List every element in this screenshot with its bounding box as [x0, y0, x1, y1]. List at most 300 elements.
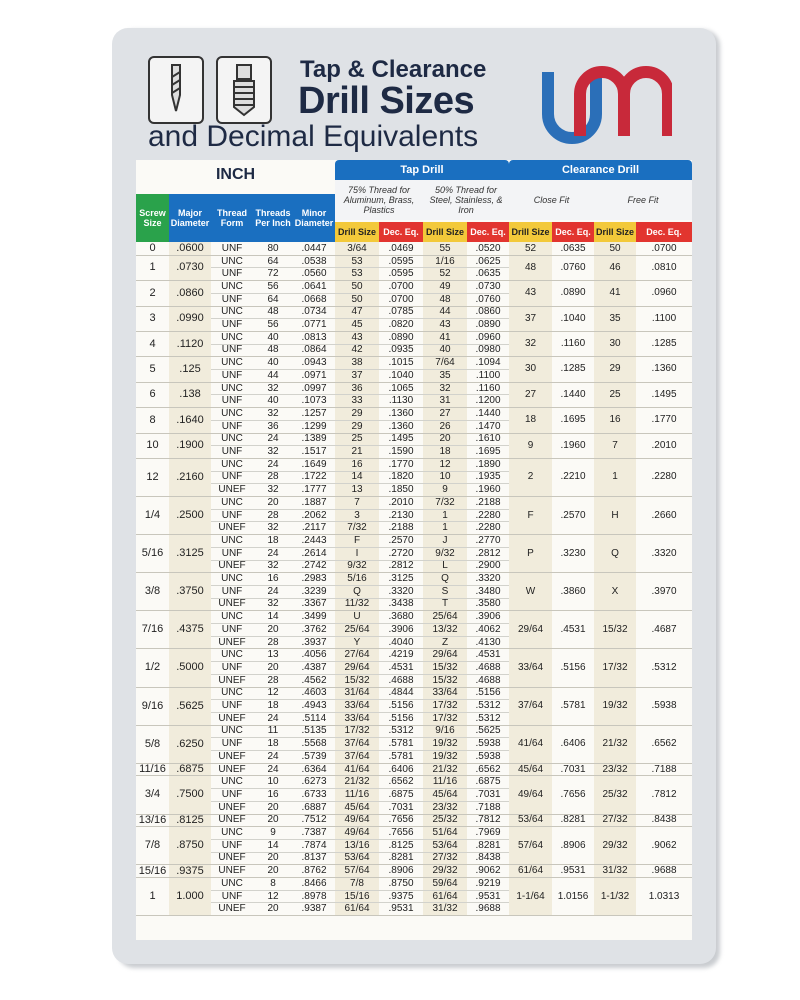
tap75-drill-cell: 11/32 — [344, 598, 370, 610]
tpi-cell: 24 — [267, 433, 279, 445]
tap50-dec-cell: .4062 — [475, 623, 501, 635]
tap75-dec-cell: .5156 — [388, 712, 414, 724]
major-diameter-cell: .0730 — [176, 261, 204, 274]
tap75-dec-cell: .4219 — [388, 649, 414, 661]
tap75-dec-cell: .0469 — [388, 242, 414, 254]
tpi-cell: 32 — [267, 446, 279, 458]
tpi-cell: 24 — [267, 458, 279, 470]
screw-size-cell: 3/8 — [144, 585, 161, 598]
tap75-drill-cell: 25/64 — [344, 623, 370, 635]
minor-diameter-cell: .3367 — [301, 598, 327, 610]
row-divider — [211, 585, 509, 586]
tap50-dec-cell: .1695 — [475, 446, 501, 458]
tap50-dec-cell: .1200 — [475, 395, 501, 407]
tpi-cell: 56 — [267, 319, 279, 331]
minor-diameter-cell: .6364 — [301, 763, 327, 775]
free-fit-drill-cell: 17/32 — [602, 661, 628, 673]
tap75-dec-cell: .3125 — [388, 573, 414, 585]
tpi-cell: 9 — [270, 827, 276, 839]
thread-form-cell: UNF — [221, 344, 243, 356]
thread-form-cell: UNF — [221, 700, 243, 712]
minor-diameter-cell: .3239 — [301, 585, 327, 597]
tap50-dec-cell: .4531 — [475, 649, 501, 661]
tap75-dec-cell: .9531 — [388, 903, 414, 915]
free-fit-drill-cell: 25/32 — [602, 788, 628, 800]
row-divider — [211, 699, 509, 700]
tap50-dec-cell: .0625 — [475, 255, 501, 267]
free-fit-dec-cell: .1100 — [651, 312, 677, 324]
free-fit-drill-cell: 1-1/32 — [600, 890, 630, 902]
free-fit-drill-cell: 50 — [609, 242, 621, 254]
tap50-dec-cell: .2900 — [475, 560, 501, 572]
minor-diameter-cell: .5114 — [301, 712, 327, 724]
thread-form-cell: UNC — [221, 306, 243, 318]
close-fit-drill-cell: 52 — [524, 242, 537, 254]
thread-form-cell: UNC — [221, 255, 243, 267]
screw-size-cell: 7/16 — [141, 623, 164, 636]
minor-diameter-cell: .0997 — [301, 382, 327, 394]
tap75-drill-cell: 47 — [351, 306, 363, 318]
row-divider — [211, 547, 509, 548]
tpi-cell: 20 — [267, 496, 279, 508]
tap50-drill-cell: 25/32 — [432, 814, 458, 826]
tpi-cell: 40 — [267, 395, 279, 407]
tpi-cell: 20 — [267, 852, 279, 864]
close-fit-drill-cell: 48 — [524, 261, 537, 273]
free-fit-drill-cell: 7 — [612, 439, 618, 451]
tap50-dec-cell: .0890 — [475, 319, 501, 331]
free-fit-dec-cell: .0810 — [651, 261, 677, 273]
thread-form-cell: UNEF — [218, 763, 246, 775]
tap50-drill-cell: 25/64 — [432, 611, 458, 623]
screw-size-cell: 1/2 — [144, 661, 161, 674]
close-fit-dec-cell: .3860 — [560, 585, 586, 597]
tap75-drill-cell: 3/64 — [347, 242, 367, 254]
thread-form-cell: UNEF — [218, 484, 246, 496]
tap50-dec-cell: .3906 — [475, 611, 501, 623]
tap50-drill-cell: 20 — [439, 433, 451, 445]
tap50-drill-cell: 44 — [439, 306, 451, 318]
tap75-drill-cell: 7 — [354, 496, 360, 508]
tap50-drill-cell: 40 — [439, 344, 451, 356]
minor-diameter-cell: .1722 — [301, 471, 327, 483]
drill-size-header: Drill Size — [335, 222, 379, 242]
minor-diameter-cell: .1073 — [301, 395, 327, 407]
thread-form-cell: UNC — [221, 331, 243, 343]
minor-diameter-cell: .5568 — [301, 738, 327, 750]
screw-size-cell: 12 — [146, 470, 159, 483]
minor-diameter-cell: .4562 — [301, 674, 327, 686]
um-logo — [542, 64, 672, 144]
minor-diameter-cell: .1517 — [301, 446, 327, 458]
tap50-dec-cell: .4130 — [475, 636, 501, 648]
tpi-cell: 64 — [267, 255, 279, 267]
free-fit-drill-cell: 25 — [609, 388, 621, 400]
major-diameter-cell: .3125 — [176, 547, 204, 560]
tap75-drill-cell: 53/64 — [344, 852, 370, 864]
tap75-drill-cell: 21 — [351, 446, 363, 458]
row-divider — [211, 788, 509, 789]
tap75-drill-cell: 45 — [351, 319, 363, 331]
tap75-drill-cell: Q — [353, 585, 361, 597]
free-fit-drill-cell: Q — [611, 547, 619, 559]
tpi-cell: 18 — [267, 700, 279, 712]
tap75-drill-cell: 49/64 — [344, 814, 370, 826]
close-fit-dec-cell: .7656 — [560, 788, 586, 800]
tap50-drill-cell: 23/32 — [432, 801, 458, 813]
thread-form-cell: UNF — [221, 395, 243, 407]
tap75-dec-cell: .0700 — [388, 293, 414, 305]
tap75-dec-cell: .1130 — [388, 395, 414, 407]
tap-drill-header: Tap Drill — [335, 160, 509, 180]
tap75-dec-cell: .4844 — [388, 687, 414, 699]
title-line-1: Tap & Clearance — [300, 56, 487, 83]
tap50-dec-cell: .8281 — [475, 839, 501, 851]
row-divider — [211, 661, 509, 662]
thread-form-cell: UNEF — [218, 814, 246, 826]
free-fit-dec-cell: .3320 — [651, 547, 677, 559]
free-fit-drill-cell: 16 — [609, 414, 621, 426]
tpi-cell: 32 — [267, 598, 279, 610]
dec-eq-header: Dec. Eq. — [379, 222, 423, 242]
minor-diameter-cell: .2062 — [301, 509, 327, 521]
tap75-dec-cell: .8906 — [388, 865, 414, 877]
thread-form-cell: UNC — [221, 458, 243, 470]
thread-form-cell: UNEF — [218, 560, 246, 572]
thread-form-cell: UNC — [221, 407, 243, 419]
row-divider — [211, 521, 509, 522]
tpi-cell: 40 — [267, 331, 279, 343]
tap75-dec-cell: .4040 — [388, 636, 414, 648]
tap75-drill-cell: 25 — [351, 433, 363, 445]
tpi-cell: 32 — [267, 407, 279, 419]
thread-form-cell: UNEF — [218, 522, 246, 534]
minor-diameter-cell: .4603 — [301, 687, 327, 699]
close-fit-dec-cell: .1285 — [560, 363, 586, 375]
tap50-dec-cell: .1960 — [475, 484, 501, 496]
close-fit-dec-cell: .8906 — [560, 839, 586, 851]
tap75-dec-cell: .0820 — [388, 319, 414, 331]
thread-form-cell: UNC — [221, 357, 243, 369]
free-fit-dec-cell: .1495 — [651, 388, 677, 400]
tpi-cell: 32 — [267, 382, 279, 394]
tap50-dec-cell: .1610 — [475, 433, 501, 445]
minor-diameter-cell: .3937 — [301, 636, 327, 648]
screw-size-cell: 3/4 — [144, 788, 161, 801]
minor-diameter-cell: .1299 — [301, 420, 327, 432]
screw-size-cell: 4 — [149, 337, 156, 350]
tap50-dec-cell: .2280 — [475, 509, 501, 521]
close-fit-dec-cell: .2210 — [560, 471, 586, 483]
free-fit-drill-cell: 29/32 — [602, 839, 628, 851]
close-fit-dec-cell: .2570 — [560, 509, 586, 521]
free-fit-dec-cell: .6562 — [651, 738, 677, 750]
minor-diameter-cell: .8137 — [301, 852, 327, 864]
tap75-dec-cell: .0595 — [388, 268, 414, 280]
tap50-drill-cell: 45/64 — [432, 788, 458, 800]
minor-diameter-cell: .2443 — [301, 534, 327, 546]
minor-diameter-cell: .7874 — [301, 839, 327, 851]
tap75-drill-cell: 42 — [351, 344, 363, 356]
tap75-dec-cell: .6406 — [388, 763, 414, 775]
row-divider — [211, 293, 509, 294]
row-divider — [211, 267, 509, 268]
row-divider — [211, 674, 509, 675]
major-diameter-cell: .9375 — [176, 864, 204, 877]
row-divider — [211, 750, 509, 751]
tap50-drill-cell: 53/64 — [432, 839, 458, 851]
minor-diameter-cell: .0864 — [301, 344, 327, 356]
minor-diameter-cell: .2742 — [301, 560, 327, 572]
screw-size-cell: 3 — [149, 312, 156, 325]
minor-diameter-cell: .9387 — [301, 903, 327, 915]
thread-form-cell: UNF — [221, 890, 243, 902]
tap75-dec-cell: .1015 — [388, 357, 414, 369]
tap-icon — [216, 56, 272, 124]
tap50-drill-cell: 29/32 — [432, 865, 458, 877]
close-fit-dec-cell: .1040 — [560, 312, 586, 324]
drill-size-table — [136, 160, 692, 940]
tpi-cell: 20 — [267, 661, 279, 673]
tap50-drill-cell: 61/64 — [432, 890, 458, 902]
thread-form-cell: UNC — [221, 776, 243, 788]
tap50-dec-cell: .3480 — [475, 585, 501, 597]
close-fit-drill-cell: F — [527, 509, 534, 521]
major-diameter-cell: .2160 — [176, 470, 204, 483]
free-fit-dec-cell: .0960 — [651, 287, 677, 299]
tap75-drill-cell: 37 — [351, 369, 363, 381]
close-fit-dec-cell: .9531 — [560, 865, 586, 877]
tpi-cell: 16 — [267, 788, 279, 800]
free-fit-dec-cell: .2660 — [651, 509, 677, 521]
tap75-dec-cell: .2130 — [388, 509, 414, 521]
free-fit-dec-cell: .0700 — [651, 242, 677, 254]
tpi-cell: 24 — [267, 585, 279, 597]
free-fit-dec-cell: .1770 — [651, 414, 677, 426]
tap75-drill-cell: U — [353, 611, 361, 623]
tap75-drill-cell: 13/16 — [344, 839, 370, 851]
screw-size-cell: 10 — [146, 439, 159, 452]
tap75-drill-cell: 50 — [351, 293, 363, 305]
tap75-dec-cell: .5781 — [388, 738, 414, 750]
free-fit-dec-cell: .9688 — [651, 865, 677, 877]
free-fit-dec-cell: .8438 — [651, 814, 677, 826]
tap50-drill-cell: T — [441, 598, 449, 610]
tpi-cell: 13 — [267, 649, 279, 661]
tap50-dec-cell: .9688 — [475, 903, 501, 915]
tap50-drill-cell: 9 — [442, 484, 448, 496]
tpi-cell: 8 — [270, 877, 276, 889]
tap50-dec-cell: .0960 — [475, 331, 501, 343]
close-fit-dec-cell: .1695 — [560, 414, 586, 426]
thread-form-cell: UNEF — [218, 674, 246, 686]
free-fit-drill-cell: H — [611, 509, 619, 521]
tap75-drill-cell: 38 — [351, 357, 363, 369]
tpi-cell: 24 — [267, 547, 279, 559]
thread-form-cell: UNF — [221, 509, 243, 521]
minor-diameter-cell: .7387 — [301, 827, 327, 839]
tap75-drill-cell: 29/64 — [344, 661, 370, 673]
tap75-drill-cell: 33/64 — [344, 700, 370, 712]
inch-header: INCH — [136, 160, 335, 216]
tap50-dec-cell: .6562 — [475, 763, 501, 775]
tap75-drill-cell: 45/64 — [344, 801, 370, 813]
tap50-dec-cell: .4688 — [475, 674, 501, 686]
screw-size-cell: 8 — [149, 413, 156, 426]
tap75-dec-cell: .3906 — [388, 623, 414, 635]
thread-form-cell: UNF — [221, 661, 243, 673]
tap50-dec-cell: .7031 — [475, 788, 501, 800]
major-diameter-cell: .3750 — [176, 585, 204, 598]
major-diameter-cell: .0990 — [176, 312, 204, 325]
thread-form-cell: UNC — [221, 649, 243, 661]
tap75-dec-cell: .2570 — [388, 534, 414, 546]
tap50-dec-cell: .4688 — [475, 661, 501, 673]
free-fit-drill-cell: 27/32 — [602, 814, 628, 826]
tap75-drill-cell: 29 — [351, 420, 363, 432]
minor-diameter-cell: .1257 — [301, 407, 327, 419]
free-fit-drill-cell: 15/32 — [602, 623, 628, 635]
thread-form-cell: UNC — [221, 573, 243, 585]
row-divider — [211, 509, 509, 510]
minor-diameter-cell: .6733 — [301, 788, 327, 800]
screw-size-cell: 15/16 — [138, 864, 167, 877]
tpi-cell: 20 — [267, 623, 279, 635]
tpi-cell: 20 — [267, 903, 279, 915]
major-diameter-cell: .2500 — [176, 509, 204, 522]
close-fit-dec-cell: .8281 — [560, 814, 586, 826]
tap75-drill-cell: 61/64 — [344, 903, 370, 915]
row-divider — [211, 636, 509, 637]
tpi-cell: 12 — [267, 687, 279, 699]
tap50-dec-cell: .9531 — [475, 890, 501, 902]
thread-form-cell: UNC — [221, 725, 243, 737]
row-divider — [211, 852, 509, 853]
free-fit-dec-cell: .7812 — [651, 788, 677, 800]
screw-size-cell: 0 — [149, 242, 156, 255]
drill-size-header: Drill Size — [423, 222, 467, 242]
tpi-cell: 56 — [267, 280, 279, 292]
tap50-drill-cell: 51/64 — [432, 827, 458, 839]
dec-eq-header: Dec. Eq. — [467, 222, 509, 242]
tap50-drill-cell: 27 — [439, 407, 451, 419]
thread-form-cell: UNF — [221, 446, 243, 458]
screw-size-cell: 11/16 — [139, 763, 166, 776]
major-diameter-header: Major Diameter — [169, 194, 211, 242]
major-diameter-cell: .0860 — [176, 286, 204, 299]
close-fit-drill-cell: 57/64 — [517, 839, 544, 851]
close-fit-drill-cell: 37/64 — [517, 700, 544, 712]
free-fit-dec-cell: .2010 — [651, 439, 677, 451]
thread-form-cell: UNF — [221, 471, 243, 483]
screw-size-cell: 5/8 — [144, 737, 161, 750]
tpi-cell: 28 — [267, 509, 279, 521]
thread-form-cell: UNF — [221, 623, 243, 635]
close-fit-drill-cell: 41/64 — [517, 738, 544, 750]
thread-form-cell: UNF — [221, 268, 243, 280]
tap75-drill-cell: 37/64 — [344, 750, 370, 762]
tap50-dec-cell: .5312 — [475, 700, 501, 712]
minor-diameter-cell: .0538 — [301, 255, 327, 267]
tap50-dec-cell: .1440 — [475, 407, 501, 419]
reference-card — [112, 28, 716, 964]
close-fit-drill-cell: 45/64 — [517, 763, 544, 775]
tpi-cell: 48 — [267, 344, 279, 356]
close-fit-drill-cell: 9 — [527, 439, 534, 451]
tap75-dec-cell: .0595 — [388, 255, 414, 267]
free-fit-drill-cell: 19/32 — [602, 700, 628, 712]
free-fit-dec-cell: .3970 — [651, 585, 677, 597]
tap50-dec-cell: .1100 — [475, 369, 501, 381]
major-diameter-cell: 1.000 — [176, 890, 204, 903]
tap50-dec-cell: .0860 — [475, 306, 501, 318]
tap50-dec-cell: .5938 — [475, 750, 501, 762]
free-fit-dec-cell: .7188 — [651, 763, 677, 775]
thread-form-cell: UNF — [221, 547, 243, 559]
minor-diameter-cell: .0813 — [301, 331, 327, 343]
row-divider — [211, 598, 509, 599]
tap50-dec-cell: .2280 — [475, 522, 501, 534]
tap50-drill-cell: 7/64 — [435, 357, 455, 369]
tap50-dec-cell: .9062 — [475, 865, 501, 877]
tap50-drill-cell: 10 — [439, 471, 451, 483]
tap50-drill-cell: 29/64 — [432, 649, 458, 661]
tap50-drill-cell: 26 — [439, 420, 451, 432]
screw-size-cell: 13/16 — [138, 813, 167, 826]
tap50-dec-cell: .5625 — [475, 725, 501, 737]
tap50-dec-cell: .1470 — [475, 420, 501, 432]
tap75-drill-cell: 3 — [354, 509, 360, 521]
free-fit-header: Free Fit — [594, 180, 692, 220]
tap75-drill-cell: 36 — [351, 382, 363, 394]
thread-form-cell: UNF — [221, 319, 243, 331]
tap75-drill-cell: 33/64 — [344, 712, 370, 724]
tap75-dec-cell: .6562 — [388, 776, 414, 788]
tpi-cell: 18 — [267, 738, 279, 750]
major-diameter-cell: .1120 — [176, 337, 204, 350]
tap50-dec-cell: .5938 — [475, 738, 501, 750]
tap50-dec-cell: .3580 — [475, 598, 501, 610]
minor-diameter-cell: .0943 — [301, 357, 327, 369]
thread-form-cell: UNF — [221, 242, 243, 254]
tap75-dec-cell: .3680 — [388, 611, 414, 623]
tap50-dec-cell: .6875 — [475, 776, 501, 788]
tap50-drill-cell: 13/32 — [432, 623, 458, 635]
tap50-drill-cell: 17/32 — [432, 712, 458, 724]
minor-diameter-cell: .4387 — [301, 661, 327, 673]
free-fit-drill-cell: 29 — [609, 363, 621, 375]
tap75-drill-cell: 21/32 — [344, 776, 370, 788]
thread-form-cell: UNC — [221, 687, 243, 699]
tap50-drill-cell: 52 — [439, 268, 451, 280]
title-line-2: Drill Sizes — [298, 80, 475, 122]
close-fit-dec-cell: 1.0156 — [557, 890, 589, 902]
close-fit-drill-cell: 2 — [527, 471, 534, 483]
tpi-cell: 20 — [267, 801, 279, 813]
minor-diameter-cell: .5135 — [301, 725, 327, 737]
tap50-dec-cell: .0980 — [475, 344, 501, 356]
thread-form-cell: UNC — [221, 433, 243, 445]
tap50-drill-cell: 1 — [442, 509, 448, 521]
major-diameter-cell: .5000 — [176, 661, 204, 674]
major-diameter-cell: .1640 — [176, 413, 204, 426]
tap75-dec-cell: .2188 — [388, 522, 414, 534]
free-fit-dec-cell: 1.0313 — [648, 890, 680, 902]
row-divider — [211, 890, 509, 891]
tap75-dec-cell: .3438 — [388, 598, 414, 610]
minor-diameter-cell: .8466 — [301, 877, 327, 889]
thread-form-cell: UNEF — [218, 865, 246, 877]
